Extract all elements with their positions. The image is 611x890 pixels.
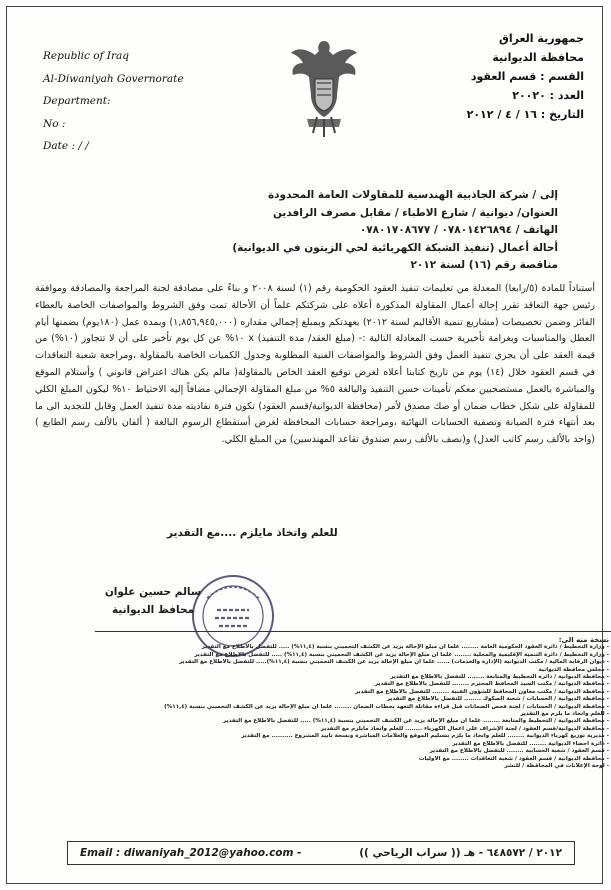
header-arabic <box>467 29 584 124</box>
iraq-eagle-emblem-icon <box>289 33 359 143</box>
copies-title: نسخة منه الى: <box>558 637 609 644</box>
copies-item: - وزارة التخطيط / دائرة التنمية الإقليمية والمحلية ........ علماً ان مبلغ الإحالة يزيد عن الكشف التخميني بنسبة (١١,٤%) ..... للتفضل بالاطلاع مع التقدير <box>194 651 609 658</box>
copies-item: - محافظة الديوانية / الحسابات / لجنة فحص الضمانات قبل قراءة مقاتلة التعهد بخطاب الضمان ........ علماً ان مبلغ الإحالة يزيد عن الكشف التخميني بنسبة (١١,٤%) <box>164 703 609 710</box>
footer-phone: (( سراب الرياحي )) ٢٠١٢ / ٦٤٨٥٧٢ - هـ <box>359 847 562 859</box>
header-en-number: No : <box>43 117 66 130</box>
copies-item: - مجلس محافظة الديوانية <box>538 666 609 673</box>
copies-item: - مديرية توزيع كهرباء الديوانية ........ للعلم واتخاذ ما يلزم بتسليم الموقع والعلامات المباشرة ونسخة تأييد المشروع .......... مع التقدير <box>241 733 609 740</box>
copies-item: - قسم العقود / شعبة الحسابية ........ للتفضل بالاطلاع مع التقدير <box>429 748 609 755</box>
copies-item: - ديوان الرقابة المالية / مكتب الديوانية (الإدارة والخدمات) ...... علماً أن مبلغ الإحالة يزيد عن الكشف التخميني بنسبة (١١,٤%)..... للتفضل بالاطلاع مع التقدير <box>178 659 609 666</box>
copies-item: - دائرة أحصاء الديوانية ........ للتفضل بالاطلاع مع التقدير <box>452 740 609 747</box>
header-en-governorate: Al-Diwaniyah Governorate <box>43 72 184 85</box>
header-english <box>43 45 184 158</box>
letter-inner <box>17 15 609 883</box>
tender-number: مناقصة رقم (١٦) لسنة ٢٠١٢ <box>410 259 558 272</box>
copies-item: - محافظة الديوانية / قسم العقود / شعبة التعاقدات ........ مع الأوليات <box>418 755 609 762</box>
copies-item: - للعلم واتخاذ ما يلزم مع التقدير <box>520 711 609 718</box>
footer-email: Email : diwaniyah_2012@yahoo.com - <box>80 847 302 859</box>
header-ar-date: التاريخ : ١٦ / ٤ / ٢٠١٢ <box>466 108 584 121</box>
header-ar-governorate: محافظة الديوانية <box>492 51 584 64</box>
copies-item: - محافظة الديوانية / مكتب معاون المحافظ للشؤون الفنية ........ للتفضل بالاطلاع مع التقدير <box>355 688 609 695</box>
copies-divider <box>95 631 611 632</box>
header-ar-department: القسم : قسم العقود <box>470 70 584 83</box>
copies-item: - محافظة الديوانية / دائرة التخطيط والمتابعة ........ للتفضل بالاطلاع مع التقدير <box>390 674 609 681</box>
letter-body: أستناداً للمادة (٥/رابعا) المعدلة من تعليمات تنفيذ العقود الحكومية رقم (١) لسنة ٢٠٠٨ و بناءً على مصادقة لجنة المراجعة والمصادقة وموافقة رئيس جهة التعاقد تقرر إحالة أعمال المقاولة المذكورة أعلاه على شركتكم علماً أن الأحالة تمت وفق الشروط والمواصفات الخاصة بالعطاء الفائز وضمن تخصيصات (مشاريع تنمية الأقاليم لسنة ٢٠١٢) بعهدتكم وبمبلغ إجمالي مقداره (١,٨٥٦,٩٤٥,٠٠٠) وبمدة عمل (١٨٠يوم) بضمنها أيام العطل والمناسبات وبغرامة تأخيرية حسب المعادلة التالية :- (مبلغ العقد/ مدة التنفيذ) x ١٠% عن كل يوم تأخير على أن لا تتجاوز (١٠%) من قيمة العقد على أن يجري تنفيذ العمل وفق الشروط والمواصفات الفنية المطلوبة وجدول الكميات الخاصة بالمقاولة ،ومراجعة شعبة التعاقدات في قسم العقود خلال (١٤) يوم من تاريخ كتابنا أعلاه لغرض توقيع العقد الخاص بالمقاولة( مالم يكن هناك اعتراض قانوني ) وأستلام الموقع والمباشرة بالعمل مستصحبين معكم تأمينات حسن التنفيذ والبالغة ٥% من مبلغ المقاولة الإجمالي مضافاً إليه الاحتياط ١٠% ليكون المبلغ الكلي للمقاولة على شكل خطاب ضمان أو صك مصدق لأمر (محافظة الديوانية/قسم العقود) تكون فترة نفاذيته مدة تنفيذ العمل وقابل للتجديد الى ما بعد أنتهاء فترة الصيانة وتصفية الحسابات النهائية ،ومراجعة حسابات المحافظة لغرض أستقطاع الرسوم البالغة ( ألفان بالألف رسم الطابع ) (واحد بالألف رسم كاتب العدل) و(نصف بالألف رسم صندوق تقاعد المهندسين) من المبلغ الكلي. <box>35 283 596 446</box>
signer-title: محافظ الديوانية <box>111 604 195 616</box>
signer-name: سالم حسين علوان <box>104 586 202 598</box>
recipient-address: العنوان/ ديوانية / شارع الاطباء / مقابل مصرف الرافدين <box>272 206 558 219</box>
header-en-country: Republic of Iraq <box>43 50 129 62</box>
copies-item: - محافظة الديوانية/قسم العقود / لجنة الإشراف على أعمال الكهرباء ........ للعلم واتخاذ مايلزم مع التقدير <box>320 725 609 732</box>
letter-footer <box>67 841 575 865</box>
copies-item: - لوحة الإعلانات في المحافظة / للنشر <box>504 762 609 769</box>
recipient-name: إلى / شركة الجاذبية الهندسية للمقاولات العامة المحدودة <box>267 189 558 201</box>
signature-block <box>93 583 213 619</box>
copies-item: - محافظة الديوانية / مكتب السيد المحافظ المحترم ........ للتفضل بالاطلاع مع التقدير <box>374 681 609 688</box>
recipient-phone: الهاتف / ٠٧٨٠١٤٢٦٨٩٤ / ٠٧٨٠١٧٠٨٦٧٧ <box>359 224 558 237</box>
copies-item: - وزارة التخطيط / دائرة العقود الحكومية العامة ........ علماً ان مبلغ الإحالة يزيد عن الكشف التخميني بنسبة (١١,٤%) ..... للتفضل بالاطلاع مع التقدير <box>201 644 609 651</box>
copies-list <box>101 637 609 770</box>
copies-item: - محافظة الديوانية / التخطيط والمتابعة ........ علماً ان مبلغ الإحالة يزيد عن الكشف التخميني بنسبة (١١,٤%) ..... للتفضل بالاطلاع مع التقدير <box>223 718 609 725</box>
copies-item: - محافظة الديوانية / الحسابات / شعبة الصكوك ........ للتفضل بالاطلاع مع التقدير <box>386 696 609 703</box>
recipient-block <box>98 187 558 275</box>
header-en-date: Date : / / <box>43 140 89 152</box>
header-ar-number: العدد : ٢٠٠٢٠ <box>512 89 584 102</box>
subject-line: أحالة أعمال (تنفيذ الشبكة الكهربائية لحي الزيتون في الديوانية) <box>232 241 558 254</box>
header-ar-country: جمهورية العراق <box>499 32 584 45</box>
closing-line: للعلم واتخاذ مايلزم ....مع التقدير <box>167 527 338 539</box>
header-en-department: Department: <box>43 95 111 107</box>
letter-sheet <box>6 6 609 884</box>
